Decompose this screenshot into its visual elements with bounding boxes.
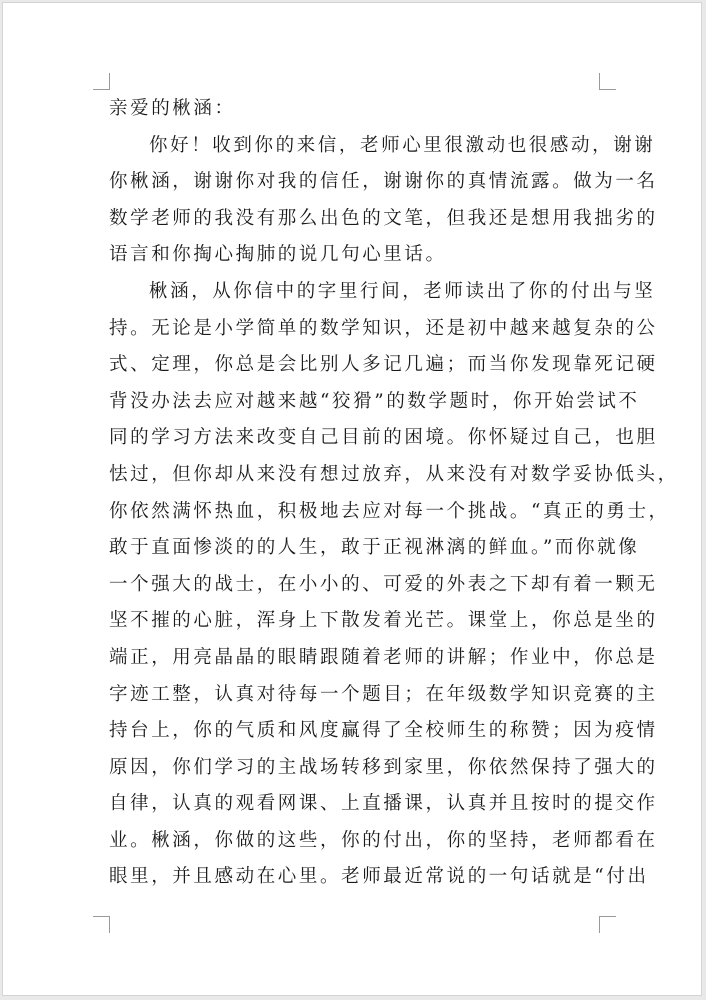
paragraph-line: 眼里，并且感动在心里。老师最近常说的一句话就是“付出 bbox=[109, 866, 649, 888]
salutation: 亲爱的楸涵： bbox=[109, 98, 236, 119]
paragraph-line: 语言和你掏心掏肺的说几句心里话。 bbox=[109, 244, 447, 266]
paragraph-line: 敢于直面惨淡的的人生，敢于正视淋漓的鲜血。”而你就像 bbox=[109, 537, 640, 559]
paragraph-line: 持台上，你的气质和风度赢得了全校师生的称赞；因为疫情 bbox=[109, 720, 658, 742]
paragraph-line: 业。楸涵，你做的这些，你的付出，你的坚持，老师都看在 bbox=[109, 829, 658, 851]
paragraph-line: 数学老师的我没有那么出色的文笔，但我还是想用我拙劣的 bbox=[109, 207, 658, 229]
paragraph-line: 你好！收到你的来信，老师心里很激动也很感动，谢谢 bbox=[149, 134, 656, 156]
paragraph-line: 端正，用亮晶晶的眼睛跟随着老师的讲解；作业中，你总是 bbox=[109, 646, 658, 668]
paragraph-line: 你楸涵，谢谢你对我的信任，谢谢你的真情流露。做为一名 bbox=[109, 171, 658, 193]
paragraph-line: 一个强大的战士，在小小的、可爱的外表之下却有着一颗无 bbox=[109, 573, 658, 595]
paragraph-line: 楸涵，从你信中的字里行间，老师读出了你的付出与坚 bbox=[149, 280, 656, 302]
paragraph-line: 同的学习方法来改变自己目前的困境。你怀疑过自己，也胆 bbox=[109, 427, 658, 449]
paragraph-line: 坚不摧的心脏，浑身上下散发着光芒。课堂上，你总是坐的 bbox=[109, 610, 658, 632]
margin-corner-top-left bbox=[93, 73, 110, 90]
margin-corner-bottom-left bbox=[93, 916, 110, 933]
margin-corner-bottom-right bbox=[599, 916, 616, 933]
paragraph-line: 式、定理，你总是会比别人多记几遍；而当你发现靠死记硬 bbox=[109, 354, 658, 376]
paragraph-line: 你依然满怀热血，积极地去应对每一个挑战。“真正的勇士， bbox=[109, 500, 670, 522]
paragraph-line: 自律，认真的观看网课、上直播课，认真并且按时的提交作 bbox=[109, 793, 658, 815]
paragraph-line: 字迹工整，认真对待每一个题目；在年级数学知识竞赛的主 bbox=[109, 683, 658, 705]
paragraph-line: 原因，你们学习的主战场转移到家里，你依然保持了强大的 bbox=[109, 756, 658, 778]
paragraph-1 bbox=[109, 128, 658, 274]
paragraph-line: 背没办法去应对越来越“狡猾”的数学题时，你开始尝试不 bbox=[109, 390, 640, 412]
paragraph-2 bbox=[109, 274, 679, 896]
document-page bbox=[2, 2, 702, 996]
paragraph-line: 持。无论是小学简单的数学知识，还是初中越来越复杂的公 bbox=[109, 317, 658, 339]
margin-corner-top-right bbox=[599, 73, 616, 90]
paragraph-line: 怯过，但你却从来没有想过放弃，从来没有对数学妥协低头， bbox=[109, 463, 679, 485]
letter-body bbox=[109, 91, 679, 896]
